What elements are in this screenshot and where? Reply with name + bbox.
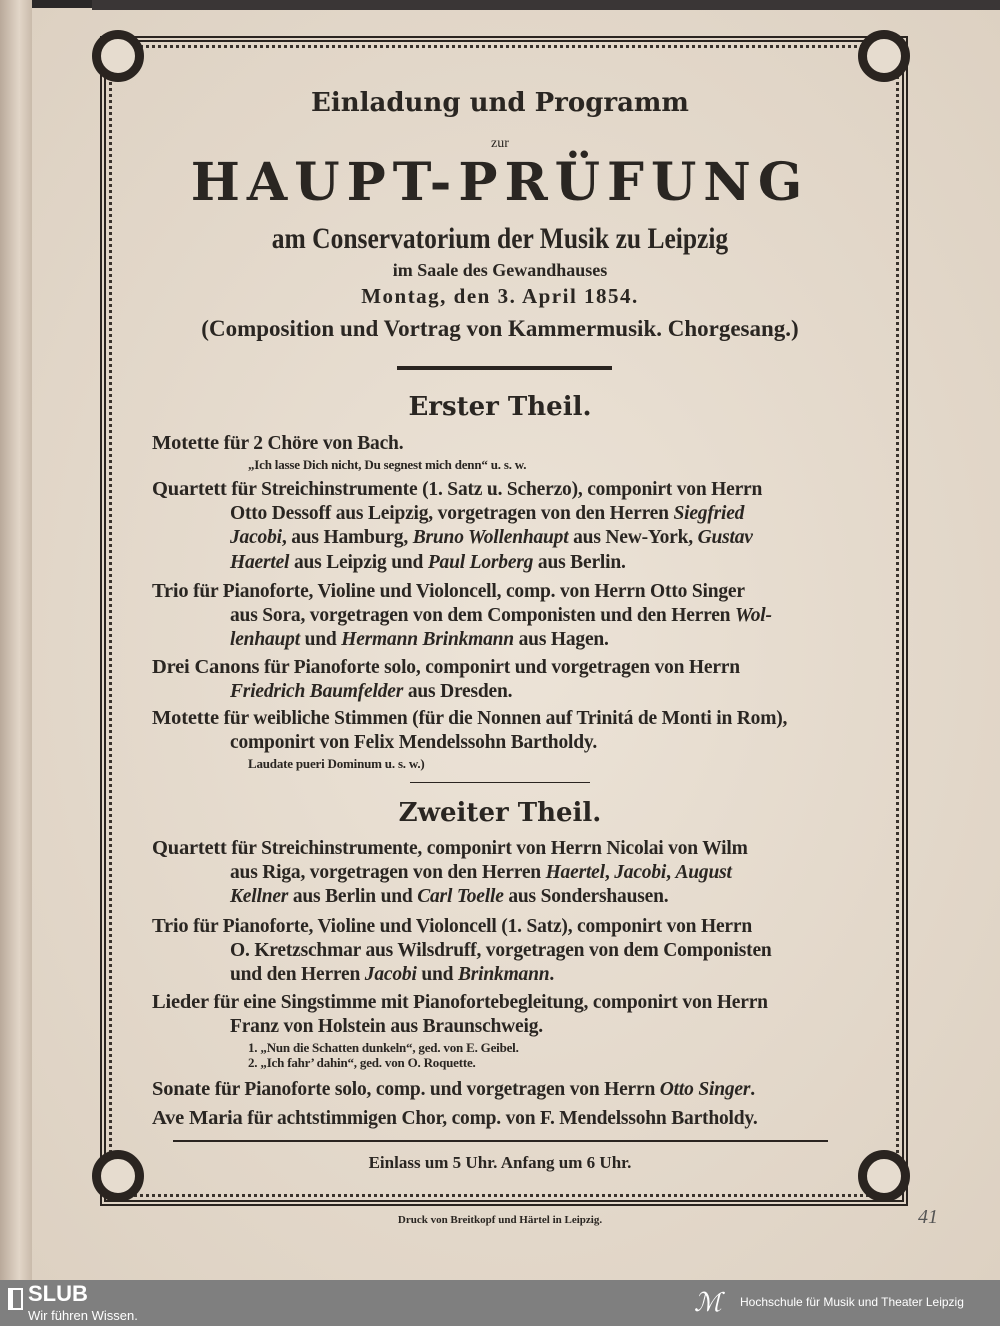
item-text: , [604, 861, 615, 883]
item-text: aus Dresden. [403, 680, 513, 702]
item-text: aus New-York, [568, 527, 698, 548]
item-text: für Pianoforte solo, comp. und vorgetragen von Herrn [210, 1079, 660, 1100]
divider [397, 366, 612, 370]
item-text: O. Kretzschmar aus Wilsdruff, vorgetragen von dem Componisten [230, 939, 772, 961]
program-item [152, 478, 762, 501]
performer-name: Kellner [230, 886, 289, 907]
work-title: Drei Canons [152, 656, 260, 678]
performer-name: Jacobi [614, 861, 667, 883]
performer-name: Haertel [230, 551, 290, 573]
program-item [152, 915, 752, 938]
program-item-line [248, 756, 425, 772]
item-text: . [549, 964, 555, 985]
program-item-line [230, 732, 597, 754]
subtitle: am Conservatorium der Musik zu Leipzig [271, 222, 729, 255]
item-text: Laudate pueri Dominum u. s. w.) [248, 756, 425, 771]
viewer-top-edge [92, 0, 1000, 10]
item-text: aus Sora, vorgetragen von dem Componisten und den Herren [230, 604, 736, 626]
item-text: aus Berlin. [533, 551, 626, 573]
program-item [152, 580, 745, 603]
viewer-footer [0, 1280, 1000, 1326]
item-text: aus Sondershausen. [503, 886, 669, 907]
item-text: für eine Singstimme mit Pianofortebegleitung, componirt von Herrn [208, 992, 768, 1013]
performer-name: Bruno Wollenhaupt [412, 527, 569, 548]
performer-name: Brinkmann [457, 964, 550, 985]
program-item [152, 656, 740, 679]
work-title: Ave Maria [152, 1107, 243, 1129]
item-text: , [666, 861, 676, 883]
main-title: HAUPT-PRÜFUNG [190, 152, 810, 213]
item-text: Franz von Holstein aus Braunschweig. [230, 1015, 543, 1037]
program-item-line [230, 940, 772, 962]
program-item-line [230, 1016, 543, 1038]
slub-tagline: Wir führen Wissen. [28, 1308, 138, 1323]
item-text: und [299, 629, 342, 650]
item-text: „Ich lasse Dich nicht, Du segnest mich denn“ u. s. w. [248, 456, 527, 472]
work-title: Lieder [152, 991, 209, 1013]
item-text: componirt von Felix Mendelssohn Bartholdy. [230, 731, 598, 753]
item-text: und den Herren [230, 964, 365, 985]
item-text: für Streichinstrumente (1. Satz u. Scherzo), componirt von Herrn [226, 479, 763, 500]
program-item-line [248, 1040, 519, 1056]
work-title: Trio [152, 580, 189, 602]
item-text: aus Berlin und [288, 886, 418, 907]
program-item-line [230, 886, 668, 908]
corner-ornament-icon [858, 30, 910, 82]
work-title: Quartett [152, 837, 227, 859]
performer-name: August [675, 861, 732, 883]
item-text: für achtstimmigen Chor, comp. von F. Mendelssohn Bartholdy. [242, 1108, 758, 1129]
item-text: für Streichinstrumente, componirt von Herrn Nicolai von Wilm [226, 838, 748, 859]
item-text: für Pianoforte, Violine und Violoncell (1. Satz), componirt von Herrn [188, 916, 752, 937]
title-invitation: Einladung und Programm [311, 88, 689, 118]
program-item-line [230, 964, 554, 986]
performer-name: Hermann Brinkmann [341, 629, 514, 650]
item-text: , aus Hamburg, [281, 527, 413, 548]
partner-name[interactable]: Hochschule für Musik und Theater Leipzig [740, 1295, 964, 1309]
printer-note: Druck von Breitkopf und Härtel in Leipzig. [397, 1214, 603, 1226]
performer-name: Jacobi [364, 964, 417, 985]
section-title: Zweiter Theil. [398, 798, 602, 828]
program-note: (Composition und Vortrag von Kammermusik. Chorgesang.) [201, 316, 799, 341]
program-item [152, 1078, 755, 1101]
page-number: 41 [918, 1206, 938, 1228]
item-text: aus Leipzig und [289, 551, 428, 573]
program-item-line [230, 862, 732, 884]
item-text: für weibliche Stimmen (für die Nonnen auf Trinitá de Monti in Rom), [218, 708, 788, 729]
program-item-line [230, 605, 772, 627]
item-text: für 2 Chöre von Bach. [218, 433, 404, 454]
program-item-line [248, 1055, 476, 1071]
performer-name: Siegfried [673, 502, 745, 524]
closing-times: Einlass um 5 Uhr. Anfang um 6 Uhr. [368, 1153, 632, 1172]
work-title: Quartett [152, 478, 227, 500]
hmt-logo-icon: ℳ [694, 1288, 722, 1318]
item-text: für Pianoforte, Violine und Violoncell, comp. von Herrn Otto Singer [188, 581, 745, 602]
item-text: . [750, 1079, 755, 1100]
item-text: aus Riga, vorgetragen von den Herren [230, 861, 546, 883]
performer-name: lenhaupt [230, 629, 300, 650]
performer-name: Paul Lorberg [427, 551, 534, 573]
item-text: und [416, 964, 458, 985]
performer-name: Wol- [735, 604, 772, 626]
item-text: für Pianoforte solo, componirt und vorgetragen von Herrn [259, 657, 740, 678]
item-text: 1. „Nun die Schatten dunkeln“, ged. von E. Geibel. [248, 1040, 519, 1055]
program-item-line [230, 552, 626, 574]
performer-name: Haertel [545, 861, 605, 883]
section-title: Erster Theil. [408, 392, 592, 422]
venue: im Saale des Gewandhauses [392, 260, 608, 280]
performer-name: Gustav [697, 527, 753, 548]
program-item [152, 432, 403, 455]
performer-name: Jacobi [230, 527, 282, 548]
work-title: Sonate [152, 1078, 211, 1100]
program-item-line [248, 457, 526, 473]
program-item-line [230, 629, 609, 651]
performer-name: Friedrich Baumfelder [230, 680, 404, 702]
item-text: aus Hagen. [513, 629, 609, 650]
divider [173, 1140, 828, 1142]
program-item-line [230, 527, 753, 549]
performer-name: Otto Singer [659, 1079, 751, 1100]
slub-logo-icon [8, 1288, 23, 1310]
slub-brand[interactable]: SLUB [28, 1281, 88, 1306]
program-item [152, 707, 787, 730]
corner-ornament-icon [92, 30, 144, 82]
program-item [152, 1107, 758, 1130]
title-zur: zur [491, 136, 509, 151]
program-item-line [230, 681, 512, 703]
program-item [152, 837, 748, 860]
program-item-line [230, 503, 744, 525]
work-title: Motette [152, 432, 219, 454]
divider [410, 782, 590, 783]
date: Montag, den 3. April 1854. [361, 284, 639, 308]
item-text: Otto Dessoff aus Leipzig, vorgetragen von den Herren [230, 502, 674, 524]
work-title: Motette [152, 707, 219, 729]
item-text: 2. „Ich fahr’ dahin“, ged. von O. Roquette. [248, 1055, 476, 1070]
program-item [152, 991, 768, 1014]
work-title: Trio [152, 915, 189, 937]
performer-name: Carl Toelle [417, 886, 504, 907]
